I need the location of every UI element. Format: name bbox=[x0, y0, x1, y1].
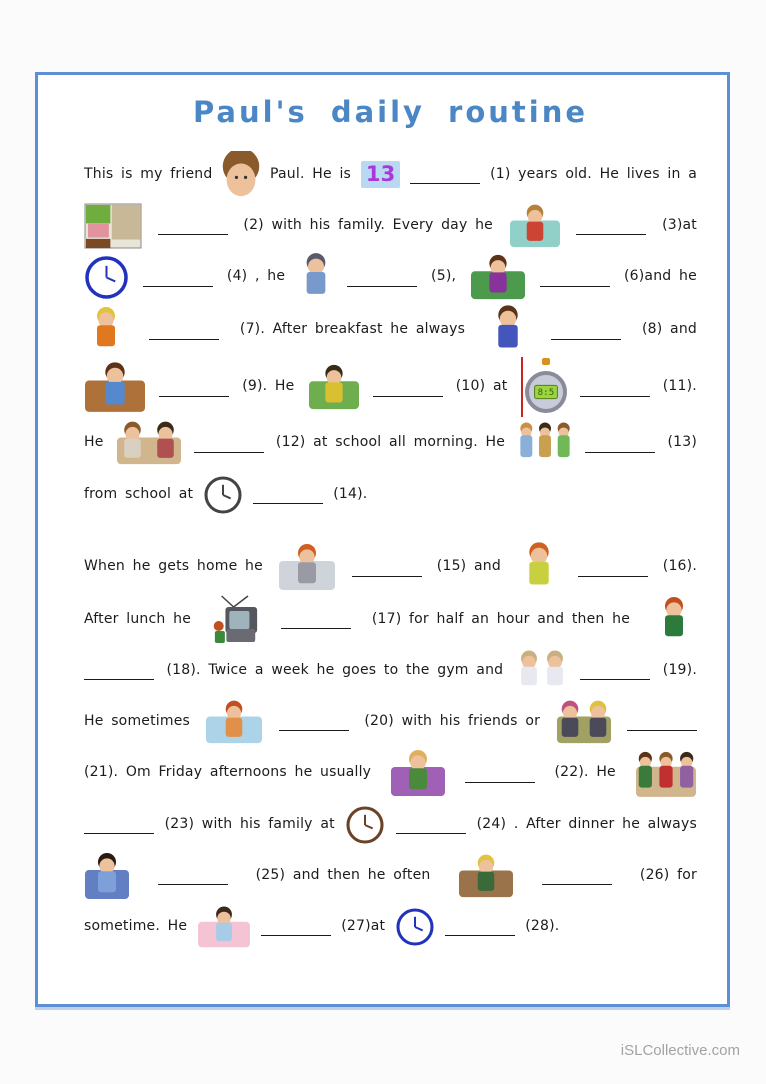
stopwatch-image bbox=[521, 357, 567, 417]
blank-line bbox=[281, 626, 351, 629]
blank-line bbox=[158, 232, 228, 235]
text-segment: (3)at bbox=[662, 216, 697, 233]
blank-line bbox=[279, 728, 349, 731]
blank-line bbox=[149, 337, 219, 340]
text-segment: (25) and then he often bbox=[255, 866, 431, 883]
blank-line bbox=[627, 728, 697, 731]
blank-line bbox=[396, 831, 466, 834]
worksheet-line bbox=[84, 747, 697, 799]
blank-line bbox=[143, 284, 213, 287]
bedtime-clock-image bbox=[395, 905, 435, 949]
worksheet-line bbox=[84, 469, 697, 520]
text-segment: (24) . After dinner he always bbox=[476, 815, 697, 832]
text-segment: This is my friend bbox=[84, 165, 213, 182]
text-segment: (5), bbox=[431, 268, 457, 285]
text-segment: from school at bbox=[84, 485, 194, 502]
television-image bbox=[212, 595, 260, 645]
blank-line bbox=[542, 882, 612, 885]
text-segment: (4) , he bbox=[226, 268, 286, 285]
doing-homework-image bbox=[651, 595, 697, 645]
waking-up-image bbox=[509, 203, 561, 249]
reading-with-dog-image bbox=[458, 853, 514, 899]
sleeping-child-image bbox=[197, 905, 251, 949]
worksheet-line bbox=[84, 149, 697, 200]
text-segment: (9). He bbox=[242, 378, 295, 395]
worksheet-line bbox=[84, 594, 697, 645]
worksheet-title: Paul's daily routine bbox=[192, 95, 589, 129]
blank-line bbox=[465, 780, 535, 783]
taking-bath-image bbox=[84, 851, 130, 901]
text-segment: (22). He bbox=[554, 764, 616, 781]
blank-line bbox=[585, 450, 655, 453]
blank-line bbox=[84, 677, 154, 680]
text-segment: (14). bbox=[333, 485, 368, 502]
text-segment: (27)at bbox=[341, 917, 386, 934]
text-segment: (10) at bbox=[455, 378, 508, 395]
classroom-image bbox=[116, 420, 182, 466]
text-segment: (20) with his friends or bbox=[364, 712, 541, 729]
number-13-image: 13 bbox=[361, 161, 401, 188]
blank-line bbox=[540, 284, 610, 287]
worksheet-line bbox=[84, 357, 697, 417]
text-segment: (21). Om Friday afternoons he usually bbox=[84, 764, 372, 781]
family-dinner-image bbox=[635, 747, 697, 799]
tidying-room-image bbox=[390, 748, 446, 798]
text-segment: (11). bbox=[662, 378, 697, 395]
worksheet-line bbox=[84, 417, 697, 469]
text-segment: (16). bbox=[662, 558, 697, 575]
text-segment: (13) bbox=[667, 434, 697, 451]
text-segment: (19). bbox=[662, 661, 697, 678]
blank-line bbox=[194, 450, 264, 453]
blank-line bbox=[410, 181, 480, 184]
brushing-hair-image bbox=[470, 253, 526, 301]
text-segment: (23) with his family at bbox=[164, 815, 335, 832]
text-segment: He bbox=[84, 434, 104, 451]
text-segment: sometime. He bbox=[84, 917, 188, 934]
text-segment: (12) at school all morning. He bbox=[275, 434, 506, 451]
blank-line bbox=[253, 501, 323, 504]
worksheet-body bbox=[84, 149, 697, 952]
eating-lunch-image bbox=[516, 540, 562, 594]
watermark-text: iSLCollective.com bbox=[620, 1042, 740, 1059]
quarter-past-clock-image bbox=[203, 475, 243, 515]
text-segment: (26) for bbox=[639, 866, 697, 883]
text-segment: (18). Twice a week he goes to the gym and bbox=[166, 661, 504, 678]
washing-hands-image bbox=[278, 542, 336, 592]
blank-line bbox=[445, 933, 515, 936]
text-segment: (8) and bbox=[641, 321, 697, 338]
boy-face-image bbox=[222, 151, 260, 199]
blank-line bbox=[159, 394, 229, 397]
text-segment: (1) years old. He lives in a bbox=[490, 165, 697, 182]
children-walking-image bbox=[517, 417, 573, 469]
worksheet-line bbox=[84, 303, 697, 357]
text-segment: (28). bbox=[525, 917, 560, 934]
svg-text:8:5: 8:5 bbox=[537, 388, 554, 398]
blank-line bbox=[158, 882, 228, 885]
alarm-clock-image bbox=[84, 255, 129, 300]
text-segment: (17) for half an hour and then he bbox=[371, 610, 631, 627]
stretching-boy-image bbox=[299, 251, 333, 303]
text-segment: After lunch he bbox=[84, 610, 192, 627]
worksheet-line bbox=[84, 850, 697, 901]
making-bed-image bbox=[84, 360, 146, 414]
blank-line bbox=[347, 284, 417, 287]
blank-line bbox=[576, 232, 646, 235]
worksheet-line bbox=[84, 696, 697, 747]
blank-line bbox=[551, 337, 621, 340]
text-segment: When he gets home he bbox=[84, 558, 263, 575]
brown-clock-image bbox=[345, 803, 385, 847]
blank-line bbox=[580, 394, 650, 397]
blank-line bbox=[580, 677, 650, 680]
eating-breakfast-image bbox=[84, 305, 128, 355]
playing-toy-train-image bbox=[556, 699, 612, 745]
worksheet-line bbox=[84, 645, 697, 696]
worksheet-line bbox=[84, 799, 697, 850]
brushing-teeth-image bbox=[486, 303, 530, 357]
blank-line bbox=[84, 831, 154, 834]
walking-to-school-image bbox=[308, 363, 360, 411]
text-segment: (7). After breakfast he always bbox=[239, 321, 466, 338]
gym-exercise-image bbox=[516, 649, 568, 693]
text-segment: (6)and he bbox=[624, 268, 697, 285]
playground-image bbox=[205, 699, 263, 745]
worksheet-line bbox=[84, 200, 697, 251]
worksheet-page bbox=[35, 72, 730, 1007]
text-segment: Paul. He is bbox=[270, 165, 352, 182]
blank-line bbox=[578, 574, 648, 577]
worksheet-line bbox=[84, 901, 697, 952]
text-segment: He sometimes bbox=[84, 712, 191, 729]
blank-line bbox=[261, 933, 331, 936]
blank-line bbox=[373, 394, 443, 397]
worksheet-line bbox=[84, 540, 697, 594]
house-plan-image bbox=[84, 203, 142, 249]
worksheet-line bbox=[84, 251, 697, 303]
text-segment: (15) and bbox=[436, 558, 501, 575]
blank-line bbox=[352, 574, 422, 577]
text-segment: (2) with his family. Every day he bbox=[243, 216, 493, 233]
